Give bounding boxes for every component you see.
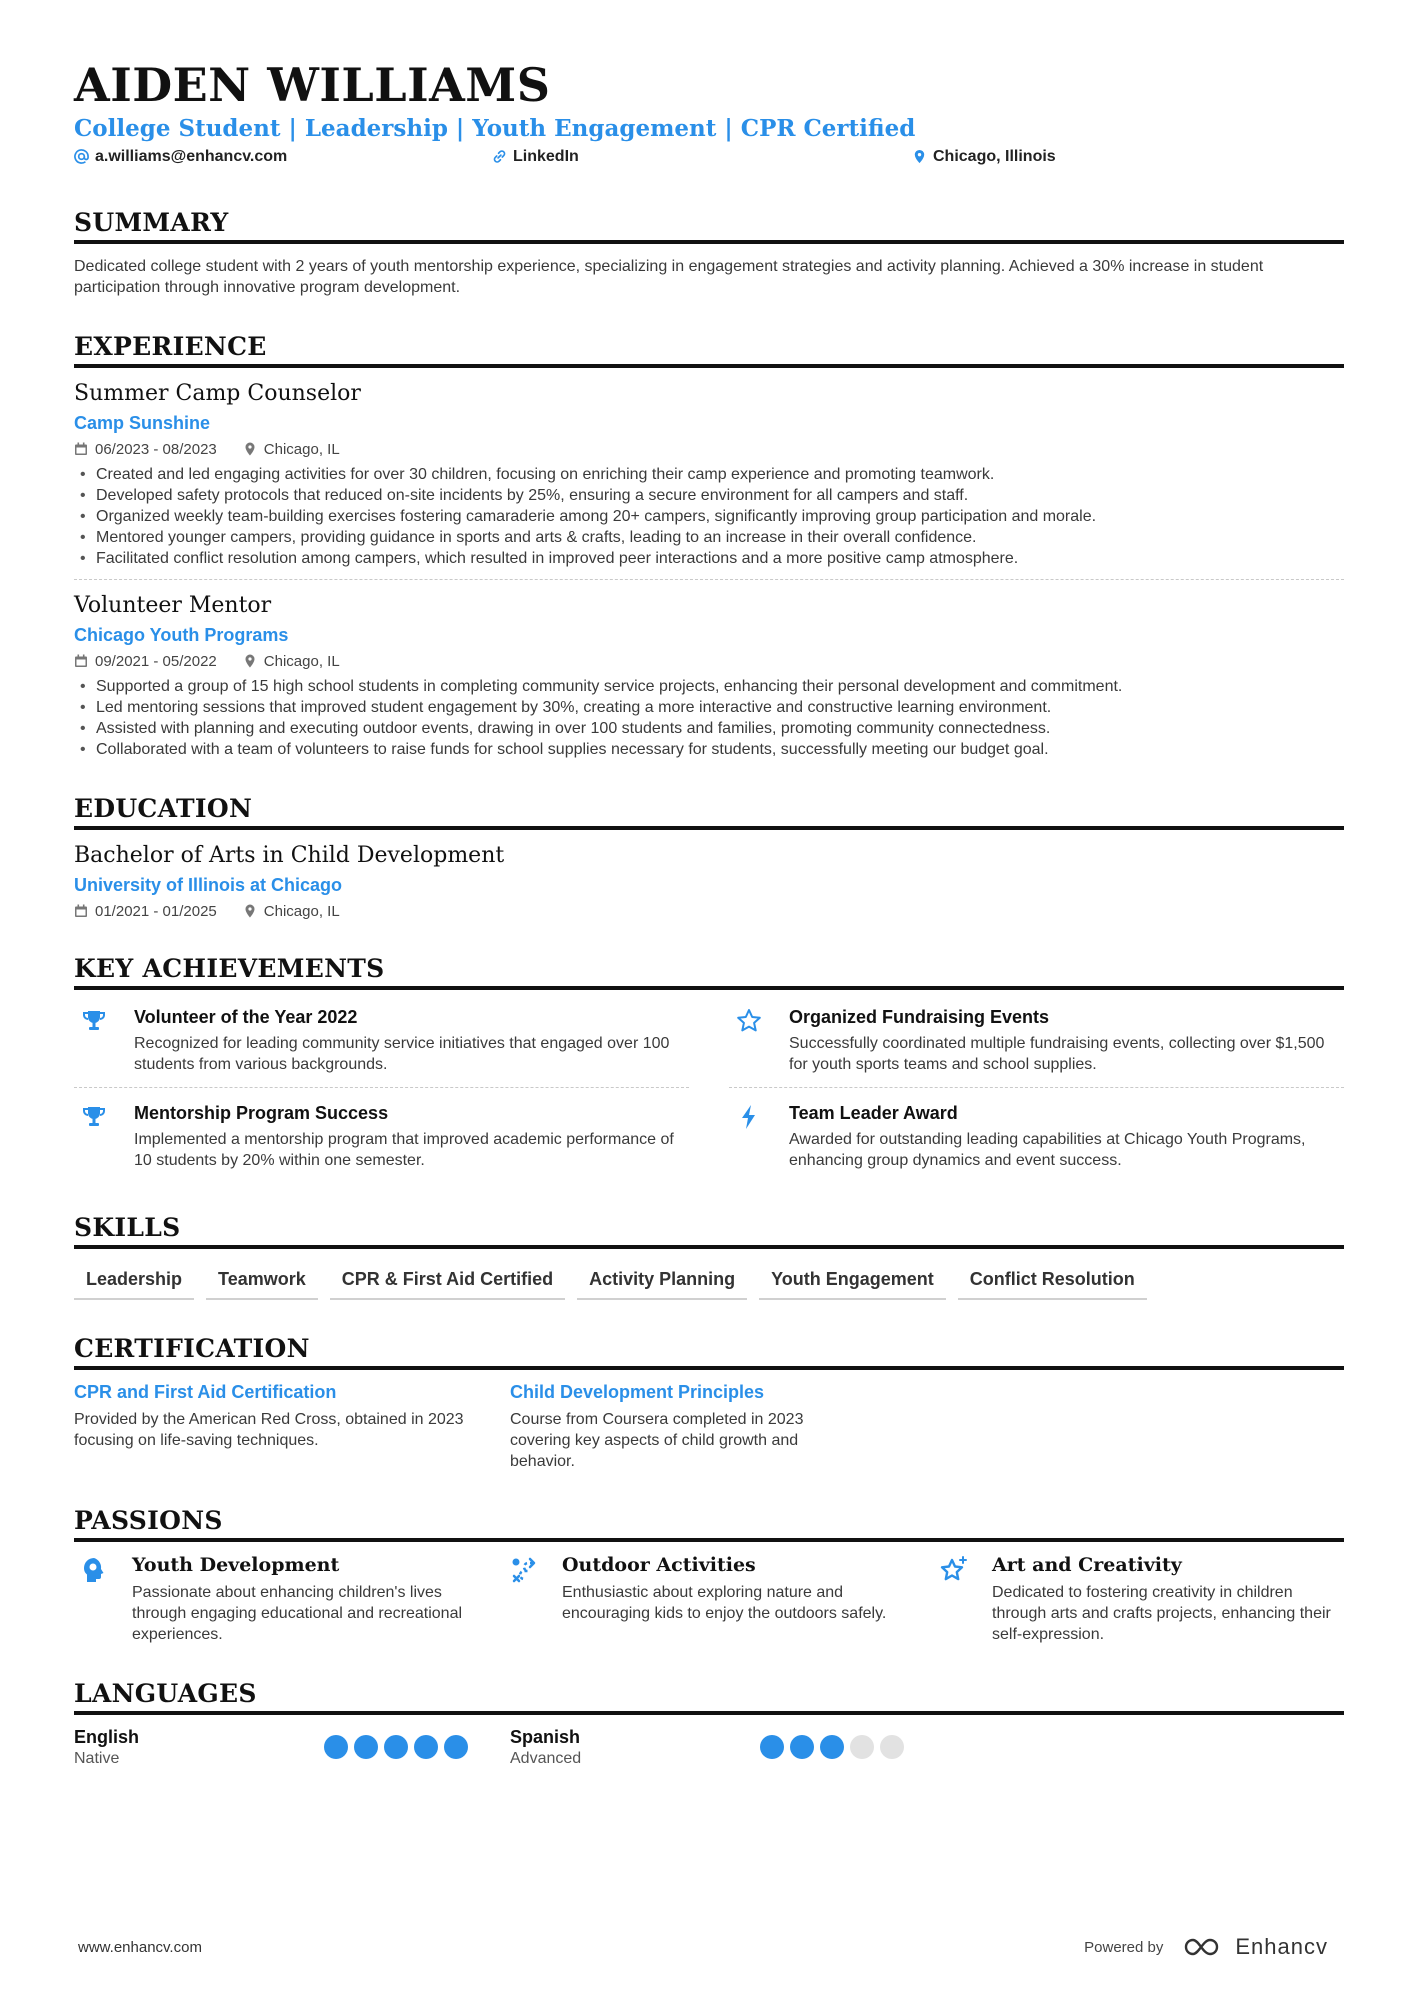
skill-tag: Leadership <box>74 1263 194 1300</box>
certification-item <box>510 1382 946 1472</box>
passion-item <box>504 1554 914 1645</box>
achievement-item <box>729 1000 1344 1088</box>
bullet-item: • Collaborated with a team of volunteers to raise funds for school supplies necessary for students, successfully meeting our budget goal. <box>74 739 1344 760</box>
passion-title: Youth Development <box>132 1553 340 1576</box>
bullet-item: • Supported a group of 15 high school students in completing community service projects, enhancing their personal development and commitment. <box>74 676 1344 697</box>
education-entry <box>74 830 1344 920</box>
job-entry <box>74 368 1344 569</box>
job-title: Summer Camp Counselor <box>74 380 361 406</box>
achievement-title: Mentorship Program Success <box>134 1102 389 1123</box>
footer-url[interactable]: www.enhancv.com <box>78 1938 202 1956</box>
head-idea-icon <box>80 1556 108 1584</box>
certification-section <box>74 1334 1344 1472</box>
certification-title: CERTIFICATION <box>74 1334 1344 1370</box>
map-pin-icon <box>912 149 927 164</box>
job-entry <box>74 579 1344 760</box>
bullet-item: • Created and led engaging activities for over 30 children, focusing on enriching their camp experience and promoting teamwork. <box>74 464 1344 485</box>
skill-tag: Youth Engagement <box>759 1263 946 1300</box>
rating-dot-filled <box>444 1735 468 1759</box>
languages-section <box>74 1679 1344 1768</box>
languages-title: LANGUAGES <box>74 1679 1344 1715</box>
contact-email[interactable] <box>74 148 287 166</box>
education-dates <box>74 903 217 920</box>
linkedin-text: LinkedIn <box>513 147 579 165</box>
bullet-item: • Led mentoring sessions that improved student engagement by 30%, creating a more interactive and constructive learning environment. <box>74 697 1344 718</box>
job-title: Volunteer Mentor <box>74 592 272 618</box>
job-bullets <box>74 676 1344 760</box>
job-dates-text: 09/2021 - 05/2022 <box>95 652 217 670</box>
certification-grid <box>74 1382 1344 1472</box>
trophy-icon <box>81 1104 107 1130</box>
achievement-title: Team Leader Award <box>789 1102 958 1123</box>
school-name: University of Illinois at Chicago <box>74 874 343 895</box>
achievement-desc: Implemented a mentorship program that improved academic performance of 10 students by 20% within one semester. <box>134 1130 674 1169</box>
trophy-icon <box>81 1008 107 1034</box>
skill-tag: CPR & First Aid Certified <box>330 1263 565 1300</box>
achievement-title: Volunteer of the Year 2022 <box>134 1006 358 1027</box>
contact-linkedin[interactable] <box>492 148 579 166</box>
bullet-item: • Organized weekly team-building exercises fostering camaraderie among 20+ campers, significantly improving group participation and morale. <box>74 506 1344 527</box>
skill-tag: Activity Planning <box>577 1263 747 1300</box>
certification-name: CPR and First Aid Certification <box>74 1381 337 1402</box>
job-meta <box>74 441 1344 458</box>
candidate-name: AIDEN WILLIAMS <box>74 58 551 112</box>
job-location <box>243 441 340 458</box>
candidate-headline: College Student | Leadership | Youth Engagement | CPR Certified <box>74 114 916 142</box>
language-level: Advanced <box>510 1749 582 1767</box>
achievements-title: KEY ACHIEVEMENTS <box>74 954 1344 990</box>
link-icon <box>492 149 507 164</box>
achievements-grid <box>74 1000 1344 1183</box>
language-rating <box>324 1735 468 1759</box>
rating-dot-filled <box>324 1735 348 1759</box>
passion-item <box>934 1554 1344 1645</box>
bullet-item: • Developed safety protocols that reduced on-site incidents by 25%, ensuring a secure environment for all campers and staff. <box>74 485 1344 506</box>
achievement-item <box>74 1000 689 1088</box>
brand-logo[interactable] <box>1183 1934 1328 1960</box>
summary-title: SUMMARY <box>74 208 1344 244</box>
map-pin-icon <box>243 654 257 668</box>
achievements-section <box>74 954 1344 1183</box>
contact-bar <box>74 148 1344 170</box>
brand-name: Enhancv <box>1235 1934 1328 1959</box>
summary-section <box>74 208 1344 298</box>
job-dates <box>74 653 217 670</box>
education-location <box>243 903 340 920</box>
email-text: a.williams@enhancv.com <box>95 147 288 165</box>
education-location-text: Chicago, IL <box>263 902 340 920</box>
resume-page <box>74 60 1344 1768</box>
summary-text: Dedicated college student with 2 years of youth mentorship experience, specializing in engagement strategies and activity planning. Achieved a 30% increase in student participation through innovative program development. <box>74 257 1264 296</box>
degree-title: Bachelor of Arts in Child Development <box>74 842 505 868</box>
job-location <box>243 653 340 670</box>
resume-header <box>74 60 1344 170</box>
experience-title: EXPERIENCE <box>74 332 1344 368</box>
lightning-icon <box>736 1104 762 1130</box>
calendar-icon <box>74 442 88 456</box>
passion-title: Outdoor Activities <box>562 1553 756 1576</box>
route-icon <box>510 1556 538 1584</box>
passion-title: Art and Creativity <box>992 1553 1182 1576</box>
language-level: Native <box>74 1749 120 1767</box>
certification-item <box>74 1382 510 1472</box>
bullet-item: • Mentored younger campers, providing guidance in sports and arts & crafts, leading to an increase in their overall confidence. <box>74 527 1344 548</box>
passion-item <box>74 1554 484 1645</box>
powered-by-label: Powered by <box>1084 1938 1164 1956</box>
achievement-item <box>729 1088 1344 1183</box>
experience-section <box>74 332 1344 760</box>
powered-by <box>1084 1934 1328 1960</box>
skills-list <box>74 1263 1344 1300</box>
rating-dot-filled <box>790 1735 814 1759</box>
calendar-icon <box>74 904 88 918</box>
map-pin-icon <box>243 904 257 918</box>
education-section <box>74 794 1344 920</box>
star-outline-icon <box>736 1008 762 1034</box>
job-dates-text: 06/2023 - 08/2023 <box>95 440 217 458</box>
contact-location <box>912 148 1056 166</box>
languages-grid <box>74 1727 1344 1768</box>
passion-desc: Enthusiastic about exploring nature and encouraging kids to enjoy the outdoors safely. <box>562 1583 887 1622</box>
certification-desc: Provided by the American Red Cross, obtained in 2023 focusing on life-saving techniques. <box>74 1410 464 1449</box>
achievement-desc: Successfully coordinated multiple fundraising events, collecting over $1,500 for youth sports teams and school supplies. <box>789 1034 1325 1073</box>
education-title: EDUCATION <box>74 794 1344 830</box>
language-name: English <box>74 1726 140 1747</box>
rating-dot-filled <box>354 1735 378 1759</box>
rating-dot-empty <box>880 1735 904 1759</box>
skill-tag: Conflict Resolution <box>958 1263 1147 1300</box>
passions-section <box>74 1506 1344 1645</box>
education-meta <box>74 903 1344 920</box>
company-name: Chicago Youth Programs <box>74 624 289 645</box>
passions-grid <box>74 1554 1344 1645</box>
location-text: Chicago, Illinois <box>933 147 1056 165</box>
rating-dot-filled <box>760 1735 784 1759</box>
language-rating <box>760 1735 904 1759</box>
language-item <box>74 1727 468 1768</box>
job-dates <box>74 441 217 458</box>
bullet-item: • Assisted with planning and executing outdoor events, drawing in over 100 students and families, promoting community connectedness. <box>74 718 1344 739</box>
certification-desc: Course from Coursera completed in 2023 covering key aspects of child growth and behavior. <box>510 1410 804 1470</box>
achievement-desc: Awarded for outstanding leading capabilities at Chicago Youth Programs, enhancing group dynamics and event success. <box>789 1130 1306 1169</box>
skill-tag: Teamwork <box>206 1263 318 1300</box>
enhancv-logo-icon <box>1183 1936 1227 1958</box>
job-bullets <box>74 464 1344 569</box>
at-icon <box>74 149 89 164</box>
achievement-item <box>74 1088 689 1183</box>
passions-title: PASSIONS <box>74 1506 1344 1542</box>
achievement-title: Organized Fundraising Events <box>789 1006 1050 1027</box>
company-name: Camp Sunshine <box>74 412 211 433</box>
calendar-icon <box>74 654 88 668</box>
page-footer <box>78 1934 1328 1960</box>
bullet-item: • Facilitated conflict resolution among campers, which resulted in improved peer interactions and a more positive camp atmosphere. <box>74 548 1344 569</box>
achievement-desc: Recognized for leading community service initiatives that engaged over 100 students from various backgrounds. <box>134 1034 670 1073</box>
language-item <box>510 1727 904 1768</box>
rating-dot-filled <box>820 1735 844 1759</box>
certification-name: Child Development Principles <box>510 1381 765 1402</box>
education-dates-text: 01/2021 - 01/2025 <box>95 902 217 920</box>
job-location-text: Chicago, IL <box>263 652 340 670</box>
passion-desc: Passionate about enhancing children's lives through engaging educational and recreational experiences. <box>132 1583 463 1643</box>
rating-dot-filled <box>384 1735 408 1759</box>
map-pin-icon <box>243 442 257 456</box>
skills-title: SKILLS <box>74 1213 1344 1249</box>
job-meta <box>74 653 1344 670</box>
passion-desc: Dedicated to fostering creativity in children through arts and crafts projects, enhancing their self-expression. <box>992 1583 1331 1643</box>
skills-section <box>74 1213 1344 1300</box>
language-name: Spanish <box>510 1726 581 1747</box>
rating-dot-empty <box>850 1735 874 1759</box>
rating-dot-filled <box>414 1735 438 1759</box>
star-sparkle-icon <box>940 1556 968 1584</box>
job-location-text: Chicago, IL <box>263 440 340 458</box>
